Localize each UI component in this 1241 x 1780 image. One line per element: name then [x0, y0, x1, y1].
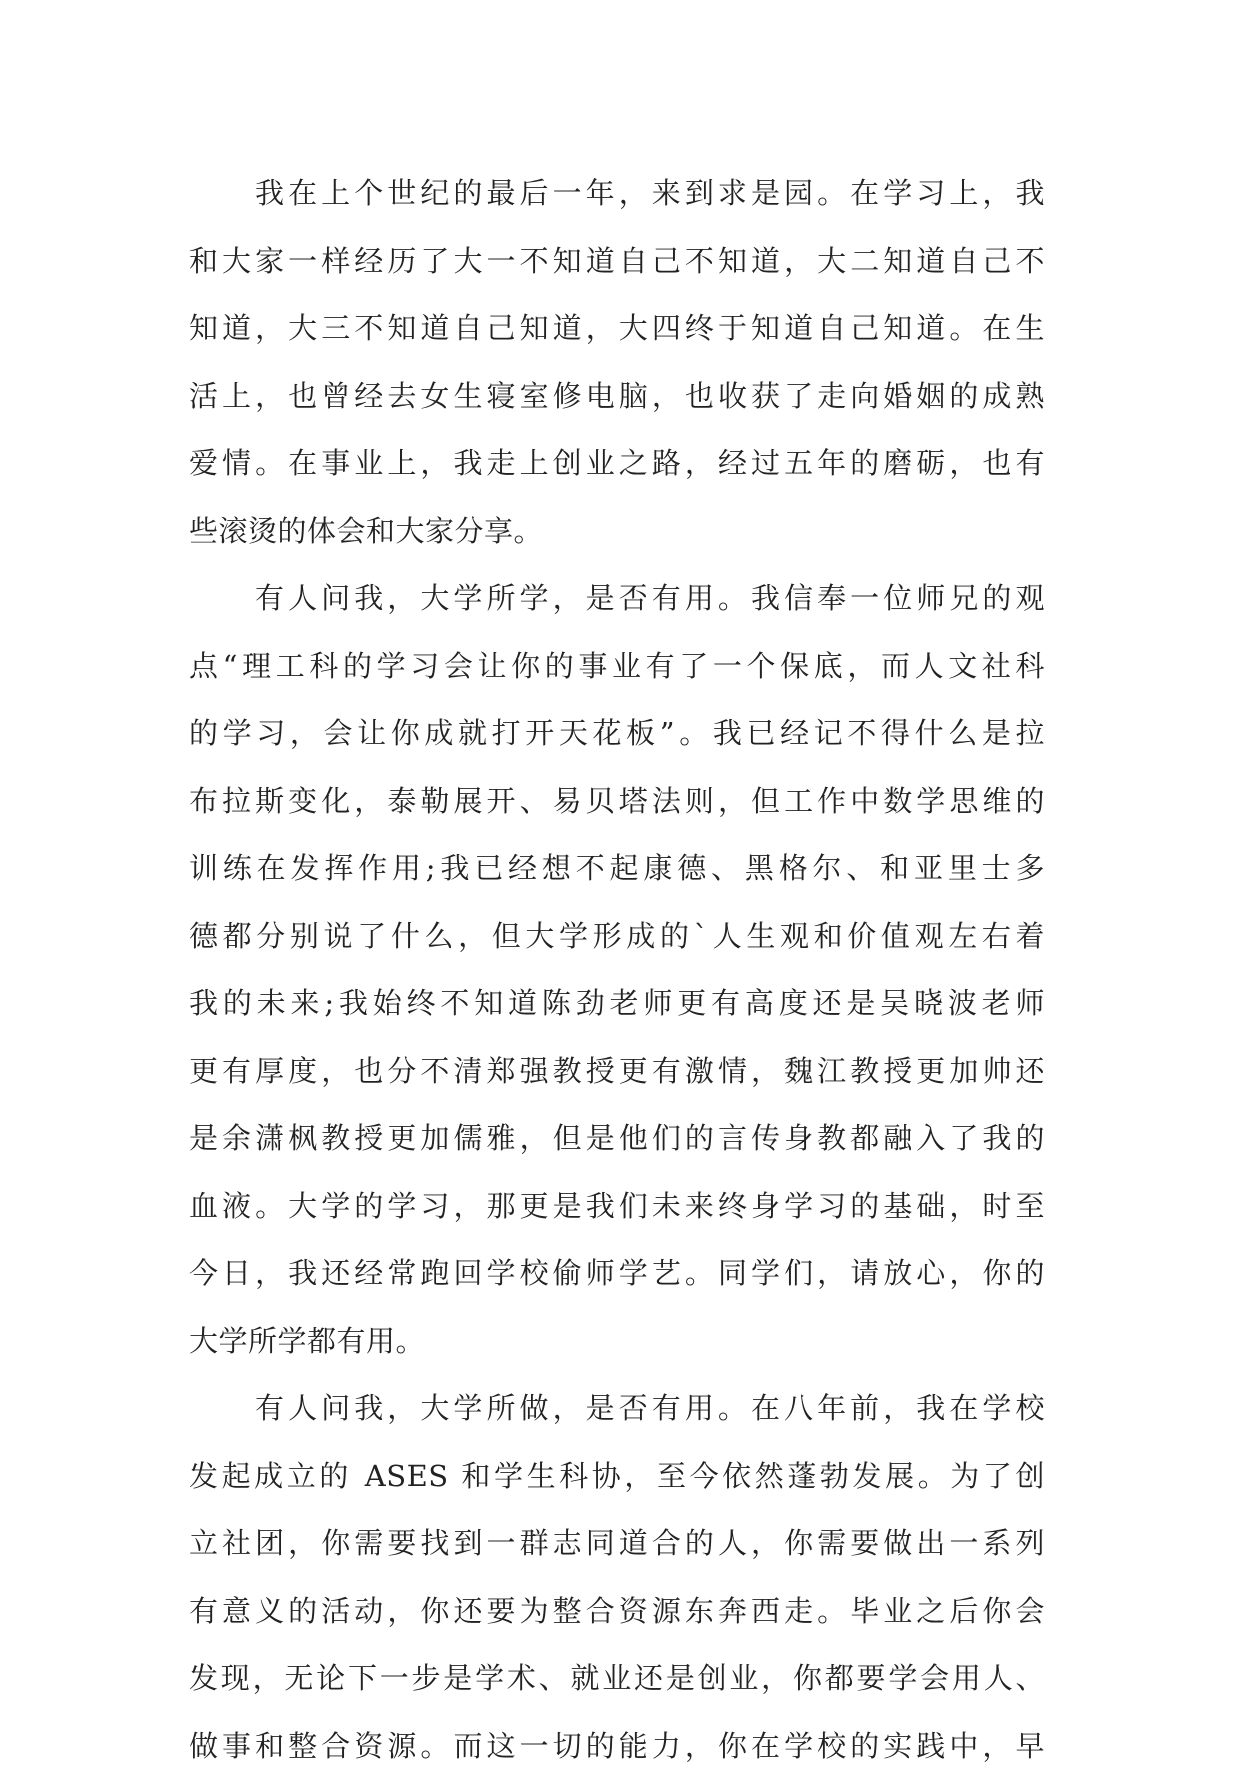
text-line: 训练在发挥作用;我已经想不起康德、黑格尔、和亚里士多 — [189, 835, 1045, 903]
text-line: 血液。大学的学习，那更是我们未来终身学习的基础，时至 — [189, 1173, 1045, 1241]
text-line: 点“理工科的学习会让你的事业有了一个保底，而人文社科 — [189, 633, 1045, 701]
text-line: 和大家一样经历了大一不知道自己不知道，大二知道自己不 — [189, 228, 1045, 296]
text-line: 是余潇枫教授更加儒雅，但是他们的言传身教都融入了我的 — [189, 1105, 1045, 1173]
document-body — [189, 160, 1045, 1780]
text-line: 我在上个世纪的最后一年，来到求是园。在学习上，我 — [189, 160, 1045, 228]
text-line: 爱情。在事业上，我走上创业之路，经过五年的磨砺，也有 — [189, 430, 1045, 498]
text-line: 今日，我还经常跑回学校偷师学艺。同学们，请放心，你的 — [189, 1240, 1045, 1308]
text-line: 立社团，你需要找到一群志同道合的人，你需要做出一系列 — [189, 1510, 1045, 1578]
text-line: 布拉斯变化，泰勒展开、易贝塔法则，但工作中数学思维的 — [189, 768, 1045, 836]
text-line: 活上，也曾经去女生寝室修电脑，也收获了走向婚姻的成熟 — [189, 363, 1045, 431]
paragraph-3 — [189, 1375, 1045, 1780]
text-line: 发起成立的 ASES 和学生科协，至今依然蓬勃发展。为了创 — [189, 1443, 1045, 1511]
text-line: 德都分别说了什么，但大学形成的`人生观和价值观左右着 — [189, 903, 1045, 971]
text-line: 发现，无论下一步是学术、就业还是创业，你都要学会用人、 — [189, 1645, 1045, 1713]
paragraph-1 — [189, 160, 1045, 565]
text-line: 的学习，会让你成就打开天花板”。我已经记不得什么是拉 — [189, 700, 1045, 768]
text-line: 些滚烫的体会和大家分享。 — [189, 498, 1045, 566]
paragraph-2 — [189, 565, 1045, 1375]
text-line: 更有厚度，也分不清郑强教授更有激情，魏江教授更加帅还 — [189, 1038, 1045, 1106]
text-line: 有人问我，大学所学，是否有用。我信奉一位师兄的观 — [189, 565, 1045, 633]
text-line: 有人问我，大学所做，是否有用。在八年前，我在学校 — [189, 1375, 1045, 1443]
text-line: 我的未来;我始终不知道陈劲老师更有高度还是吴晓波老师 — [189, 970, 1045, 1038]
text-line: 有意义的活动，你还要为整合资源东奔西走。毕业之后你会 — [189, 1578, 1045, 1646]
text-line: 做事和整合资源。而这一切的能力，你在学校的实践中，早 — [189, 1713, 1045, 1780]
text-line: 大学所学都有用。 — [189, 1308, 1045, 1376]
text-line: 知道，大三不知道自己知道，大四终于知道自己知道。在生 — [189, 295, 1045, 363]
